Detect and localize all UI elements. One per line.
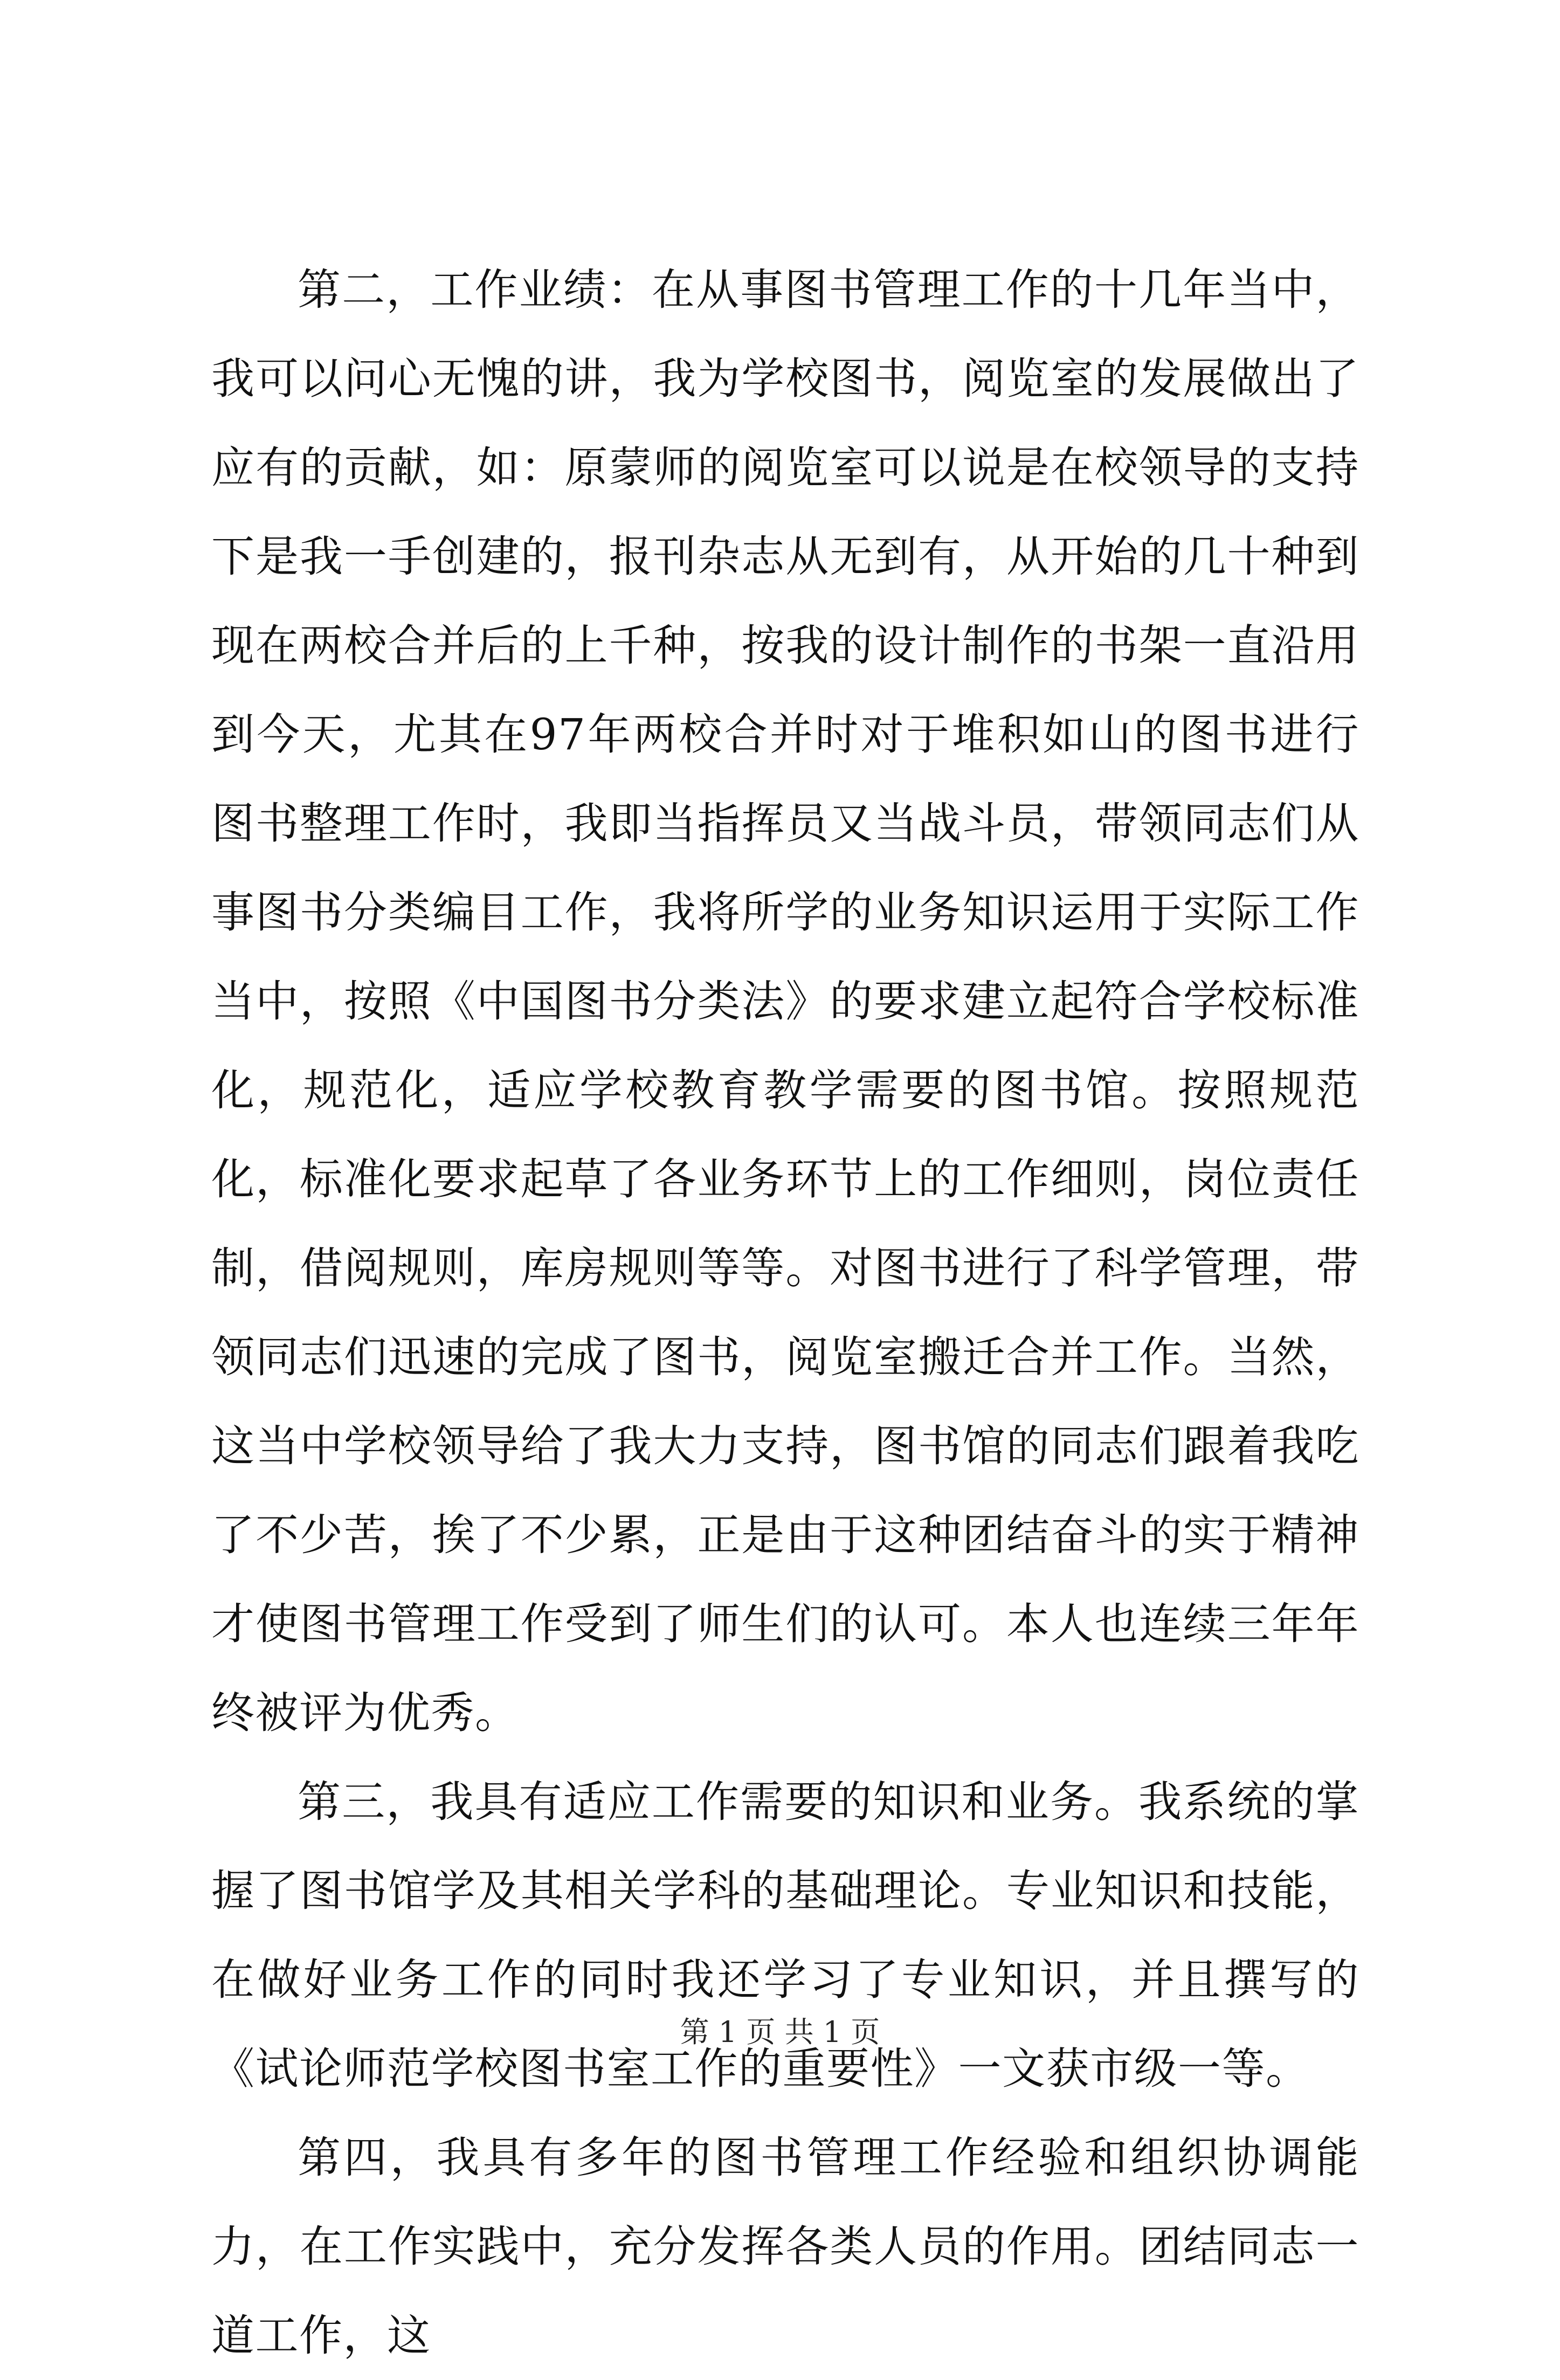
document-body: [211, 245, 1359, 2380]
paragraph-work-achievements: 第二，工作业绩：在从事图书管理工作的十几年当中，我可以问心无愧的讲，我为学校图书，阅览室的发展做出了应有的贡献，如：原蒙师的阅览室可以说是在校领导的支持下是我一手创建的，报刊杂志从无到有，从开始的几十种到现在两校合并后的上千种，按我的设计制作的书架一直沿用到今天，尤其在97年两校合并时对于堆积如山的图书进行图书整理工作时，我即当指挥员又当战斗员，带领同志们从事图书分类编目工作，我将所学的业务知识运用于实际工作当中，按照《中国图书分类法》的要求建立起符合学校标准化，规范化，适应学校教育教学需要的图书馆。按照规范化，标准化要求起草了各业务环节上的工作细则，岗位责任制，借阅规则，库房规则等等。对图书进行了科学管理，带领同志们迅速的完成了图书，阅览室搬迁合并工作。当然，这当中学校领导给了我大力支持，图书馆的同志们跟着我吃了不少苦，挨了不少累，正是由于这种团结奋斗的实于精神才使图书管理工作受到了师生们的认可。本人也连续三年年终被评为优秀。: [211, 265, 1359, 1738]
paragraph-knowledge-skills: 第三，我具有适应工作需要的知识和业务。我系统的掌握了图书馆学及其相关学科的基础理论。专业知识和技能，在做好业务工作的同时我还学习了专业知识，并且撰写的《试论师范学校图书室工作的重要性》一文获市级一等。: [211, 1777, 1359, 2094]
paragraph-experience: 第四，我具有多年的图书管理工作经验和组织协调能力，在工作实践中，充分发挥各类人员的作用。团结同志一道工作，这: [211, 2133, 1359, 2361]
page-footer: 第 1 页 共 1 页: [680, 2015, 880, 2049]
